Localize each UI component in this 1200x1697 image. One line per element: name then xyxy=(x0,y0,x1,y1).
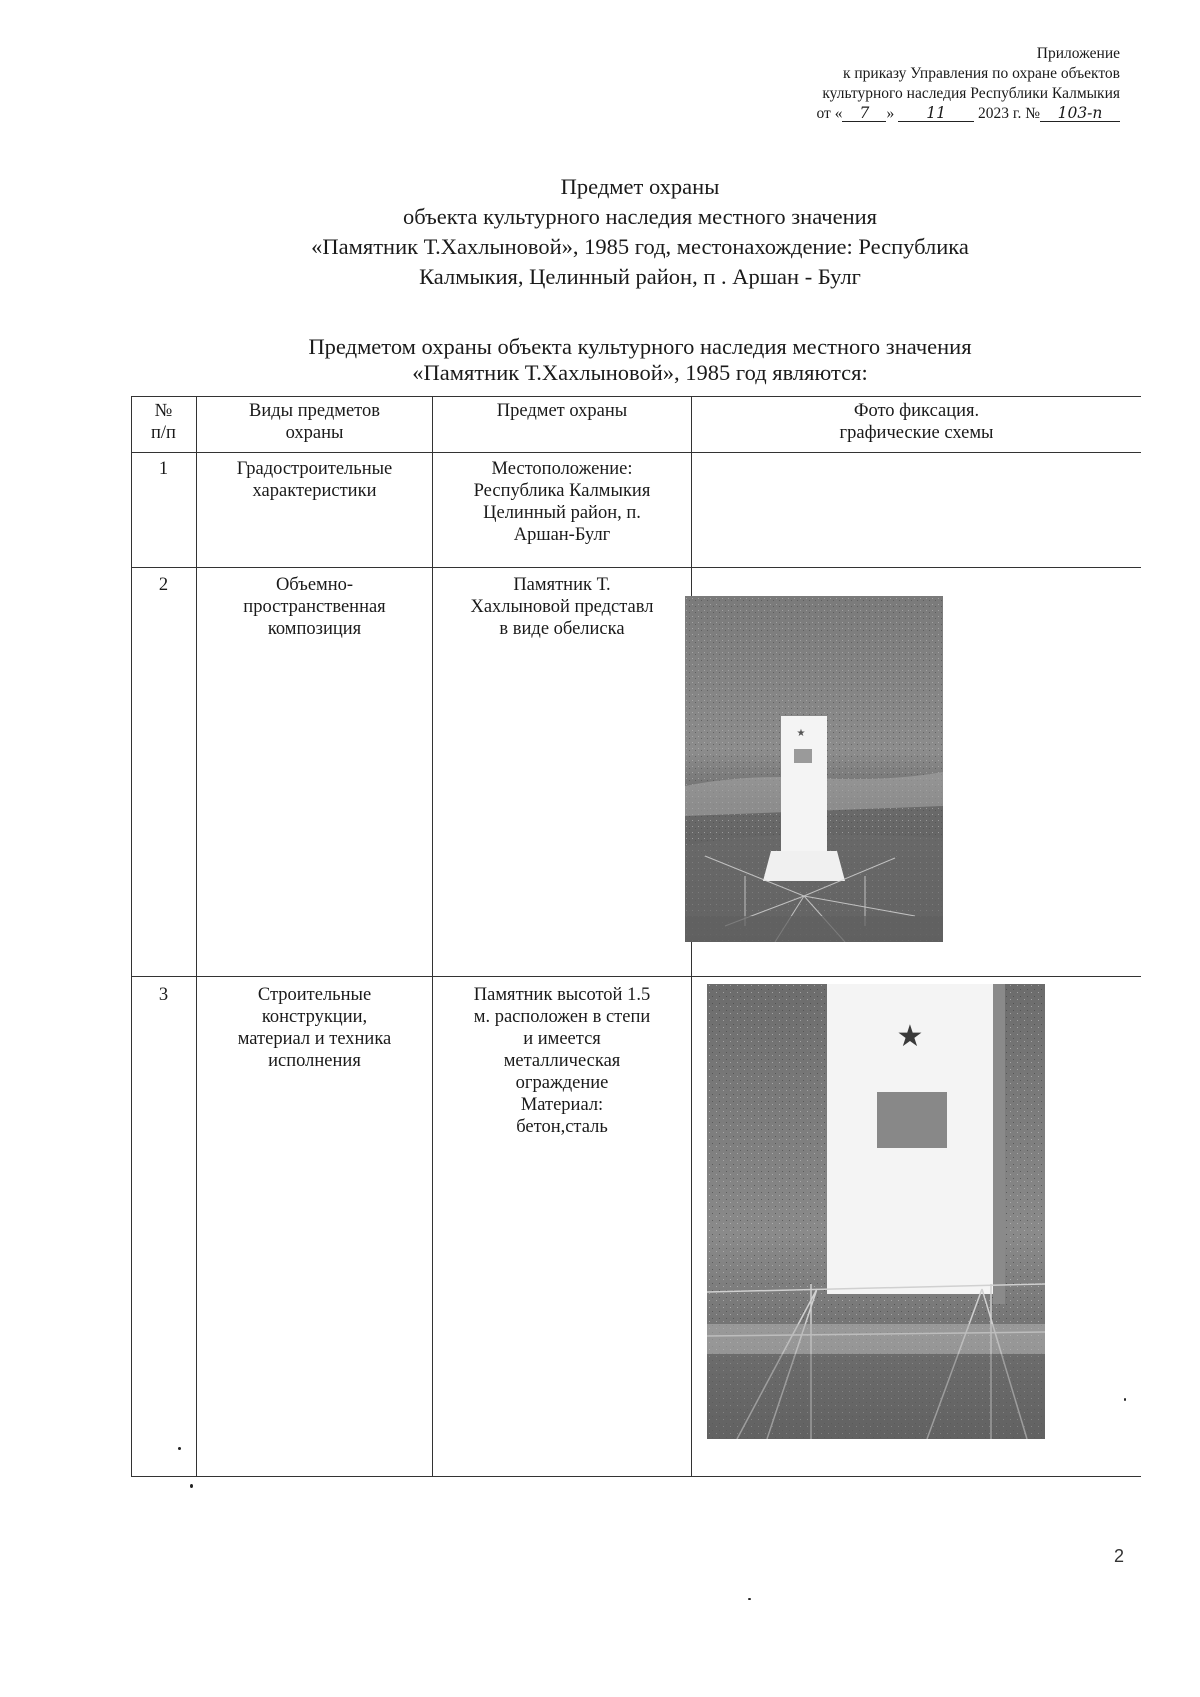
date-year: 2023 г. № xyxy=(977,105,1040,122)
scan-speck xyxy=(748,1598,751,1600)
row-2-subject-line: в виде обелиска xyxy=(499,619,625,639)
row-1-type xyxy=(197,458,432,502)
obelisk-photo-image xyxy=(685,596,943,942)
row-1-subject xyxy=(433,458,691,546)
header-types xyxy=(197,400,432,444)
row-1-num: 1 xyxy=(158,459,169,479)
date-month: 11 xyxy=(898,105,974,122)
row-3-subject-line: м. расположен в степи xyxy=(473,1007,651,1027)
table-rule-header xyxy=(131,452,1141,453)
row-3-num: 3 xyxy=(158,985,169,1005)
header-photo-line-1: Фото фиксация. xyxy=(853,401,980,421)
svg-text:★: ★ xyxy=(796,728,806,739)
row-2-subject xyxy=(433,574,691,640)
row-2-type-line: Объемно- xyxy=(275,575,354,595)
title-line-3: «Памятник Т.Хахлыновой», 1985 год, местонахождение: Республика xyxy=(311,234,969,259)
annex-authority-line: культурного наследия Республики Калмыкия xyxy=(822,85,1120,102)
header-num-line-1: № xyxy=(154,401,173,421)
row-1-subject-line: Целинный район, п. xyxy=(483,503,641,523)
header-photo xyxy=(692,400,1141,444)
date-prefix: от « xyxy=(816,105,843,122)
header-subject-label: Предмет охраны xyxy=(496,401,628,421)
row-3-type-line: конструкции, xyxy=(261,1007,368,1027)
row-3-subject-line: Памятник высотой 1.5 xyxy=(473,985,651,1005)
annex-date-line xyxy=(817,104,1120,124)
header-subject xyxy=(433,400,691,422)
header-photo-line-2: графические схемы xyxy=(839,423,994,443)
header-types-line-1: Виды предметов xyxy=(249,401,380,421)
row-2-num: 2 xyxy=(158,575,169,595)
row-2-subject-line: Хахлыновой представл xyxy=(470,597,654,617)
document-title xyxy=(200,172,1080,292)
row-3-subject xyxy=(433,984,691,1138)
table-rule-top xyxy=(131,396,1141,397)
table-col-left xyxy=(131,396,132,1477)
row-2-type xyxy=(197,574,432,640)
obelisk-photo xyxy=(685,596,943,942)
page-number: 2 xyxy=(1113,1546,1124,1566)
scan-speck xyxy=(190,1484,193,1488)
annex-order-line: к приказу Управления по охране объектов xyxy=(842,65,1120,82)
obelisk-closeup-image xyxy=(707,984,1045,1439)
row-3-subject-line: металлическая xyxy=(503,1051,621,1071)
row-1-type-line: Градостроительные xyxy=(236,459,393,479)
table-rule-row1 xyxy=(131,567,1141,568)
table-col-1 xyxy=(196,396,197,1477)
intro-text xyxy=(200,334,1080,386)
row-3-type-line: Строительные xyxy=(257,985,372,1005)
svg-text:★: ★ xyxy=(896,1019,924,1054)
obelisk-closeup-photo xyxy=(707,984,1045,1439)
row-3-subject-line: и имеется xyxy=(523,1029,601,1049)
row-2-type-line: композиция xyxy=(267,619,362,639)
row-3-type-line: материал и техника xyxy=(237,1029,392,1049)
row-3-type-line: исполнения xyxy=(268,1051,361,1071)
date-mid: » xyxy=(886,105,895,122)
intro-line-1: Предметом охраны объекта культурного наследия местного значения xyxy=(308,334,972,359)
header-num-line-2: п/п xyxy=(151,423,176,443)
intro-line-2: «Памятник Т.Хахлыновой», 1985 год являются: xyxy=(412,360,868,385)
protection-subject-table xyxy=(131,396,1141,1477)
header-num xyxy=(131,400,196,444)
row-1-subject-line: Аршан-Булг xyxy=(513,525,611,545)
row-1-subject-line: Республика Калмыкия xyxy=(473,481,651,501)
table-rule-bottom xyxy=(131,1476,1141,1477)
row-2-subject-line: Памятник Т. xyxy=(513,575,611,595)
annex-header xyxy=(817,44,1120,124)
row-2-type-line: пространственная xyxy=(243,597,386,617)
header-types-line-2: охраны xyxy=(285,423,344,443)
row-3-subject-line: ограждение xyxy=(515,1073,609,1093)
annex-title: Приложение xyxy=(1036,45,1120,62)
title-line-1: Предмет охраны xyxy=(560,174,720,199)
table-col-2 xyxy=(432,396,433,1477)
scan-speck xyxy=(1124,1398,1126,1401)
title-line-4: Калмыкия, Целинный район, п . Аршан - Булг xyxy=(419,264,861,289)
table-rule-row2 xyxy=(131,976,1141,977)
title-line-2: объекта культурного наследия местного значения xyxy=(402,204,878,229)
row-3-subject-line: бетон,сталь xyxy=(516,1117,608,1137)
row-1-subject-line: Местоположение: xyxy=(491,459,633,479)
date-day: 7 xyxy=(842,105,886,122)
scan-speck xyxy=(178,1447,181,1450)
row-3-subject-line: Материал: xyxy=(520,1095,604,1115)
row-1-type-line: характеристики xyxy=(252,481,377,501)
order-number: 103-п xyxy=(1040,105,1120,122)
row-3-type xyxy=(197,984,432,1072)
